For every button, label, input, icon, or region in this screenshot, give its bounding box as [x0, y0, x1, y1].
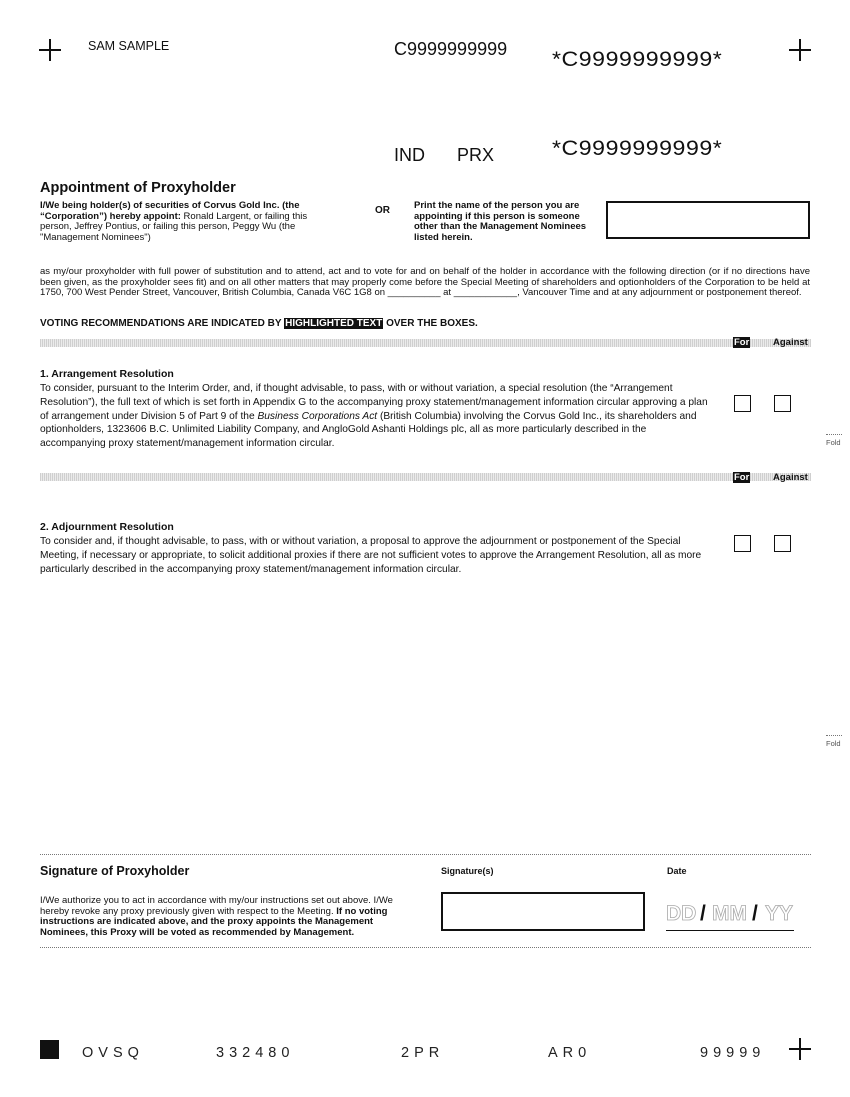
proxyholder-name-field[interactable] [606, 201, 810, 239]
signature-title: Signature of Proxyholder [40, 864, 190, 878]
recommendation-prefix: VOTING RECOMMENDATIONS ARE INDICATED BY [40, 318, 285, 329]
resolution-1-text-a: To consider, pursuant to the Interim Order, and, if thought advisable, to pass, with or without variation, a special resolution (the “Arrangement Resolution”), the full text of which is set forth in Appendix G to the accompanying proxy statement/management information circular approving a plan of arrangement under Division 5 of Part 9 of the [40, 383, 708, 422]
voting-recommendations [40, 318, 478, 329]
authorize-plain: I/We authorize you to act in accordance with my/our instructions set out above. I/We hereby revoke any proxy previously given with respect to the Meeting. [40, 895, 393, 917]
dotted-divider [40, 854, 811, 855]
resolution-2-for-checkbox[interactable] [734, 535, 751, 552]
appointment-intro [40, 201, 340, 243]
registration-cross-icon [39, 39, 61, 61]
footer-code: OVSQ [82, 1045, 144, 1061]
against-column-header: Against [773, 472, 808, 483]
recommendation-highlight: HIGHLIGHTED TEXT [285, 318, 383, 329]
for-column-header: For [734, 472, 750, 483]
holder-name: SAM SAMPLE [88, 39, 170, 53]
barcode-text: *C9999999999* [552, 137, 723, 160]
date-label: Date [667, 866, 687, 876]
footer-code: 2PR [401, 1045, 445, 1061]
resolution-1-text [40, 382, 712, 451]
fold-mark: Fold [826, 739, 841, 748]
date-yy-placeholder: YY [765, 902, 794, 925]
date-separator: / [752, 902, 758, 925]
class-code: IND [394, 145, 425, 165]
date-mm-placeholder: MM [712, 902, 747, 925]
registration-cross-icon [789, 39, 811, 61]
recommendation-suffix: OVER THE BOXES. [383, 318, 478, 329]
registration-cross-icon [789, 1038, 811, 1060]
account-number: C9999999999 [394, 39, 508, 59]
signature-field[interactable] [441, 892, 645, 931]
resolution-1-act-name: Business Corporations Act [257, 410, 378, 422]
section-bar [40, 339, 811, 347]
against-column-header: Against [773, 337, 808, 348]
print-name-instruction: Print the name of the person you are appointing if this person is someone other than the Management Nominees listed herein. [414, 200, 587, 243]
date-dd-placeholder: DD [666, 902, 697, 925]
resolution-1-text-b: (British Columbia) involving the Corvus Gold Inc., its shareholders and optionholders, 1323606 B.C. Unlimited Liability Company, and AngloGold Ashanti Holdings plc, all as more particularly described in the accompanying proxy statement/management information circular. [40, 410, 697, 450]
appointment-title: Appointment of Proxyholder [40, 180, 236, 196]
footer-code: 332480 [216, 1045, 295, 1061]
date-separator: / [700, 902, 706, 925]
dotted-divider [40, 947, 811, 948]
footer-code: 99999 [700, 1045, 766, 1061]
for-column-header: For [734, 337, 750, 348]
resolution-1-for-checkbox[interactable] [734, 395, 751, 412]
barcode-text: *C9999999999* [552, 48, 723, 71]
or-label: OR [375, 205, 390, 216]
footer-code: AR0 [548, 1045, 592, 1061]
authorize-bold: If no voting instructions are indicated above, and the proxy appoints the Management Nominees, this Proxy will be voted as recommended by Management. [40, 905, 388, 938]
resolution-2-title: 2. Adjournment Resolution [40, 521, 174, 533]
authorize-text [40, 896, 416, 938]
proxy-paragraph: as my/our proxyholder with full power of substitution and to attend, act and to vote for and on behalf of the holder in accordance with the following direction (or if no directions have been given, as the proxyholder sees fit) and on all other matters that may properly come before the Special Meeting of shareholders and optionholders of the Corporation to be held at 1750, 700 West Pender Street, Vancouver, British Columbia, Canada V6C 1G8 on __________ at ____________, Vancouver Time and at any adjournment or postponement thereof. [40, 266, 810, 299]
resolution-2-against-checkbox[interactable] [774, 535, 791, 552]
resolution-1-against-checkbox[interactable] [774, 395, 791, 412]
intro-rest: Ronald Largent, or failing this person, Jeffrey Pontius, or failing this person, Peggy Wu (the "Management Nominees") [40, 210, 308, 243]
resolution-2-text: To consider and, if thought advisable, to pass, with or without variation, a proposal to approve the adjournment or postponement of the Special Meeting, if necessary or appropriate, to solicit additional proxies if there are not sufficient votes to approve the Arrangement Resolution, all as more particularly described in the accompanying proxy statement/management information circular. [40, 536, 702, 575]
signatures-label: Signature(s) [441, 866, 494, 876]
intro-bold: I/We being holder(s) of securities of Corvus Gold Inc. (the “Corporation”) hereby appoint: [40, 200, 300, 222]
section-bar [40, 473, 811, 481]
black-square-marker [40, 1040, 59, 1059]
fold-mark: Fold [826, 438, 841, 447]
date-field[interactable] [666, 898, 794, 931]
form-code: PRX [457, 145, 495, 165]
resolution-1-title: 1. Arrangement Resolution [40, 368, 174, 380]
